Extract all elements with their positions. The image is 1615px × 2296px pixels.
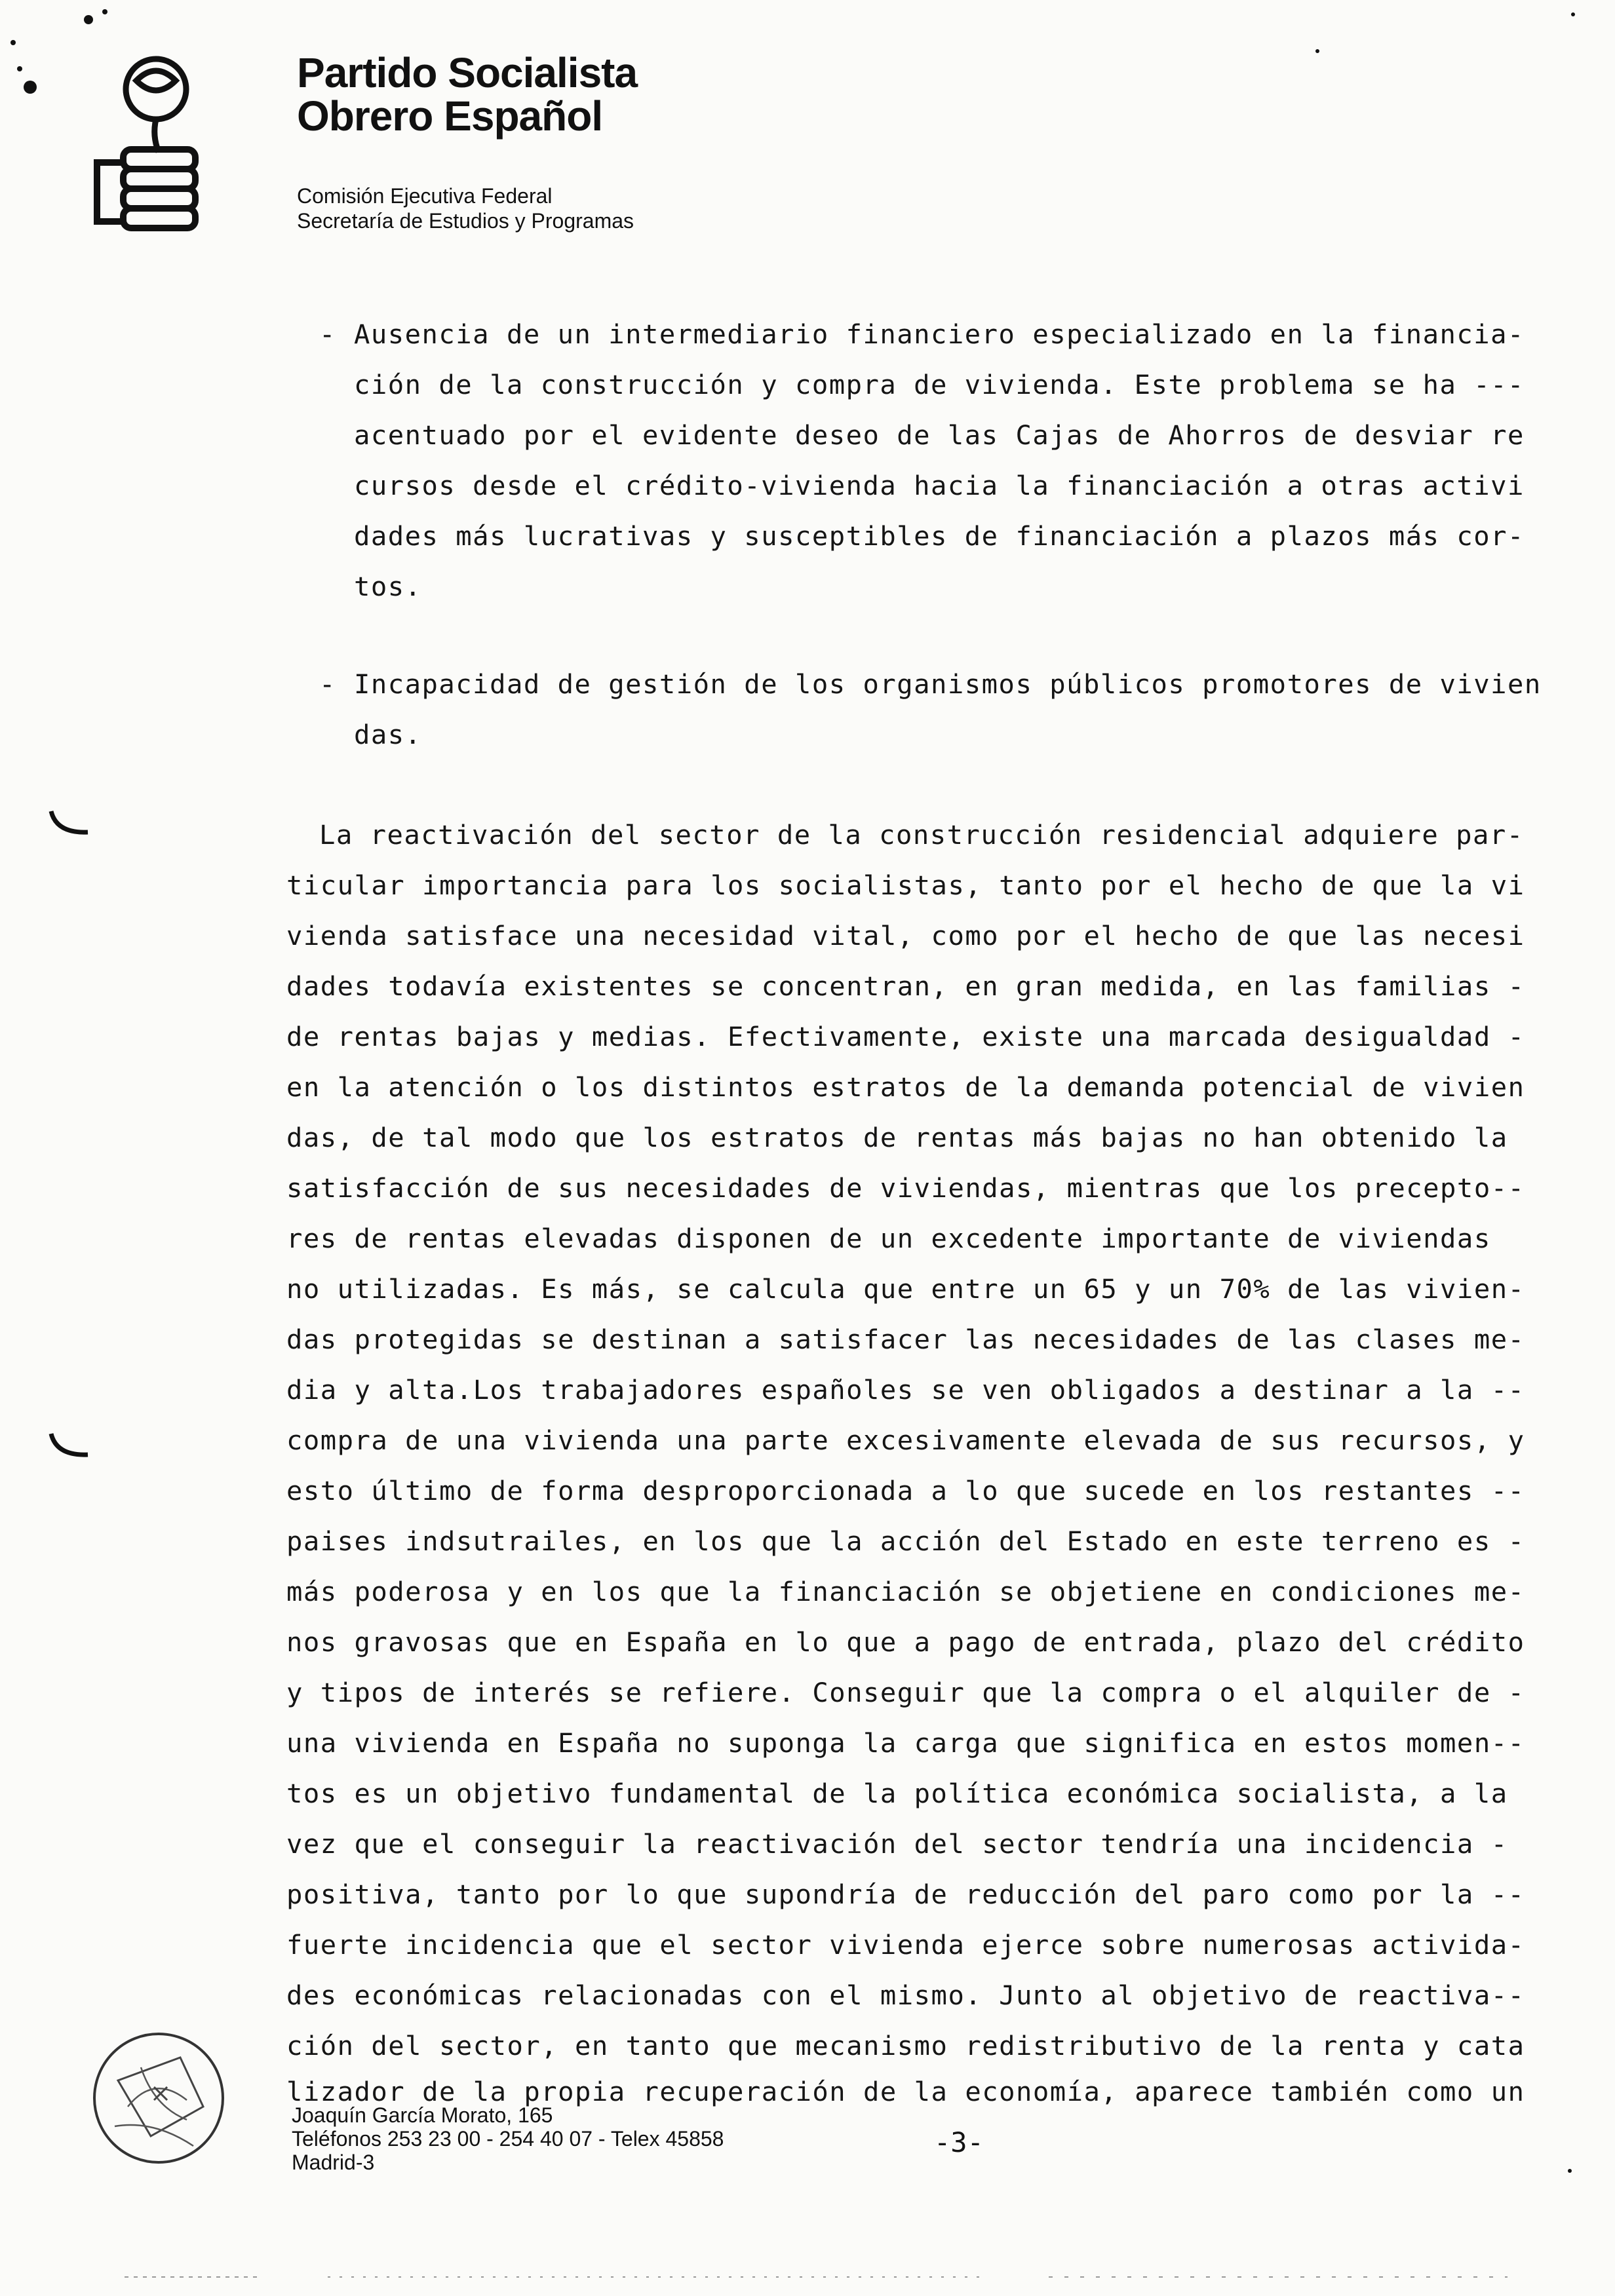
paragraph-line: y tipos de interés se refiere. Conseguir que la compra o el alquiler de -: [286, 1677, 1525, 1708]
bullet-1-line: tos.: [354, 571, 422, 602]
paragraph-line: nos gravosas que en España en lo que a pago de entrada, plazo del crédito: [286, 1626, 1525, 1658]
paragraph-line: vienda satisface una necesidad vital, como por el hecho de que las necesi: [286, 920, 1525, 951]
paragraph-line: dades todavía existentes se concentran, en gran medida, en las familias -: [286, 970, 1525, 1002]
paragraph-line: das, de tal modo que los estratos de rentas más bajas no han obtenido la: [286, 1122, 1508, 1153]
paragraph-line: des económicas relacionadas con el mismo. Junto al objetivo de reactiva--: [286, 1980, 1525, 2011]
footer-address-block: [292, 2103, 724, 2174]
paragraph-line: paises indsutrailes, en los que la acción del Estado en este terreno es -: [286, 1525, 1525, 1557]
paragraph-line: satisfacción de sus necesidades de viviendas, mientras que los precepto--: [286, 1172, 1525, 1204]
department: [297, 183, 634, 233]
paragraph-line: res de rentas elevadas disponen de un excedente importante de viviendas: [286, 1223, 1491, 1254]
psoe-logo: [90, 51, 222, 241]
paragraph-line: positiva, tanto por lo que supondría de reducción del paro como por la --: [286, 1879, 1525, 1910]
department-line-2: Secretaría de Estudios y Programas: [297, 209, 634, 233]
footer-city: Madrid-3: [292, 2151, 375, 2174]
paragraph-line: esto último de forma desproporcionada a lo que sucede en los restantes --: [286, 1475, 1525, 1506]
bullet-1-line: acentuado por el evidente deseo de las Cajas de Ahorros de desviar re: [354, 419, 1525, 451]
paragraph-line: das protegidas se destinan a satisfacer las necesidades de las clases me-: [286, 1324, 1525, 1355]
seal-stamp: [88, 2028, 229, 2169]
bullet-marker: -: [319, 668, 336, 700]
bullet-1-line: ción de la construcción y compra de vivienda. Este problema se ha ---: [354, 369, 1525, 400]
paragraph-line: La reactivación del sector de la construcción residencial adquiere par-: [319, 819, 1524, 851]
paragraph-line: ticular importancia para los socialistas, tanto por el hecho de que la vi: [286, 870, 1525, 901]
paragraph-line: una vivienda en España no suponga la carga que significa en estos momen--: [286, 1727, 1525, 1759]
paragraph-line: compra de una vivienda una parte excesivamente elevada de sus recursos, y: [286, 1425, 1525, 1456]
margin-mark-icon: [47, 1430, 93, 1463]
footer-address: Joaquín García Morato, 165: [292, 2103, 553, 2127]
bullet-1-line: dades más lucrativas y susceptibles de financiación a plazos más cor-: [354, 520, 1525, 552]
paragraph-line: en la atención o los distintos estratos de la demanda potencial de vivien: [286, 1071, 1525, 1103]
paragraph-line: ción del sector, en tanto que mecanismo redistributivo de la renta y cata: [286, 2030, 1525, 2061]
bullet-2-line: Incapacidad de gestión de los organismos públicos promotores de vivien: [354, 668, 1542, 700]
bullet-1-line: cursos desde el crédito-vivienda hacia la financiación a otras activi: [354, 470, 1525, 501]
paragraph-line: más poderosa y en los que la financiación se objetiene en condiciones me-: [286, 1576, 1525, 1607]
paragraph-line: fuerte incidencia que el sector vivienda ejerce sobre numerosas activida-: [286, 1929, 1525, 1961]
footer-phones: Teléfonos 253 23 00 - 254 40 07 - Telex 45858: [292, 2127, 724, 2151]
paragraph-line: lizador de la propia recuperación de la economía, aparece también como un: [286, 2076, 1525, 2107]
paragraph-line: de rentas bajas y medias. Efectivamente, existe una marcada desigualdad -: [286, 1021, 1525, 1052]
organization-name: [297, 51, 637, 138]
org-name-line-2: Obrero Español: [297, 92, 603, 140]
department-line-1: Comisión Ejecutiva Federal: [297, 184, 553, 208]
paragraph-line: no utilizadas. Es más, se calcula que entre un 65 y un 70% de las vivien-: [286, 1273, 1525, 1305]
margin-mark-icon: [47, 807, 93, 840]
paragraph-line: vez que el conseguir la reactivación del sector tendría una incidencia -: [286, 1828, 1508, 1860]
page-number: -3-: [934, 2126, 984, 2158]
paragraph-line: dia y alta.Los trabajadores españoles se ven obligados a destinar a la --: [286, 1374, 1525, 1406]
org-name-line-1: Partido Socialista: [297, 49, 638, 96]
paragraph-line: tos es un objetivo fundamental de la política económica socialista, a la: [286, 1778, 1508, 1809]
bullet-1-line: Ausencia de un intermediario financiero especializado en la financia-: [354, 318, 1525, 350]
bullet-2-line: das.: [354, 719, 422, 750]
bullet-marker: -: [319, 318, 336, 350]
